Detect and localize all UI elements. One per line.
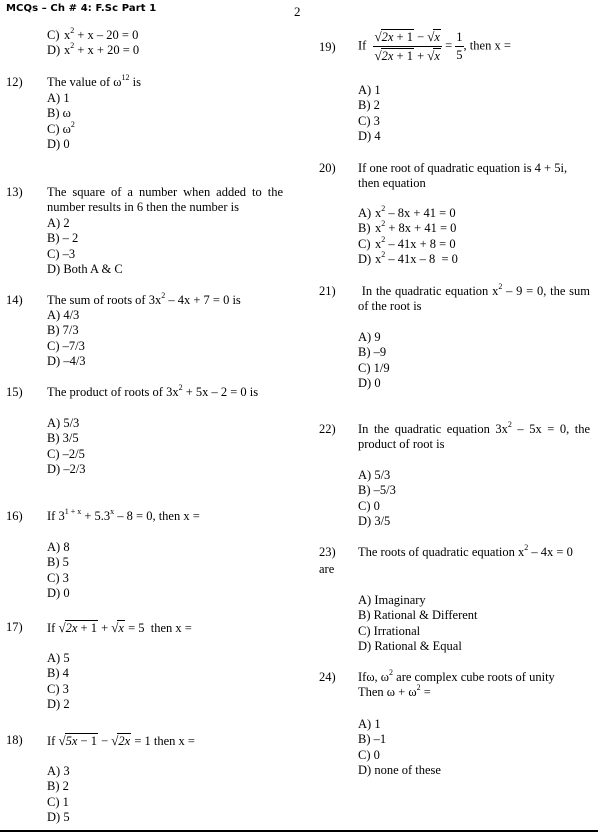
option-a: A) 1 xyxy=(358,83,381,97)
question-number: 19) xyxy=(319,40,336,54)
option-a: A) 1 xyxy=(358,717,381,731)
option-b: B) –9 xyxy=(358,345,387,360)
option-b: B) –5/3 xyxy=(358,483,396,498)
option-c: C) 0 xyxy=(358,747,380,762)
question-stem: In the quadratic equation $3x^2 - 5x = 0$, the product of root is xyxy=(358,420,590,451)
option-b: B) 3/5 xyxy=(47,431,79,446)
option-a: A) 5/3 xyxy=(358,468,391,482)
option-c: C) $x^2 - 41x + 8 = 0$ xyxy=(358,234,456,251)
option-d: D) Both A & C xyxy=(47,261,123,276)
option-d: D) none of these xyxy=(358,762,441,777)
option-b: B) – 2 xyxy=(47,231,79,246)
question-stem: The square of a number when added to the number results in 6 then the number is xyxy=(47,185,283,214)
option-d: D) 5 xyxy=(47,809,70,824)
page-number: 2 xyxy=(294,4,301,19)
document-header: MCQs – Ch # 4: F.Sc Part 1 xyxy=(6,3,157,14)
question-stem: If $\frac{√2x + 1 - √x}{√2x + 1 + √x}$ = $\frac{1}{5}$ , then x = xyxy=(358,29,511,63)
question-stem: Ifω, $\omega^2$ are complex cube roots of unity Then $\omega + \omega^2$ = xyxy=(358,668,555,699)
option-d: D) $x^2 - 41x - 8 = 0$ xyxy=(358,249,458,266)
question-stem: The product of roots of $3x^2 + 5x - 2 = 0$ is xyxy=(47,383,259,399)
option-c: C) –7/3 xyxy=(47,338,85,353)
option-c: C) 0 xyxy=(358,498,380,513)
question-stem-continuation: are xyxy=(319,562,335,576)
option-c: C) 1/9 xyxy=(358,360,390,375)
option-d: D) 0 xyxy=(47,585,70,600)
option-c: C) –3 xyxy=(47,246,76,261)
question-number: 23) xyxy=(319,545,336,559)
option-d: D) –4/3 xyxy=(47,353,86,368)
option-c: C) 3 xyxy=(47,681,69,696)
question-stem: The sum of roots of $3x^2 - 4x + 7 = 0$ is xyxy=(47,291,241,307)
option-b: B) 4 xyxy=(47,666,69,681)
option-c: C) $\omega^2$ xyxy=(47,119,75,136)
question-stem: If √2x + 1 + √x = 5 then x = xyxy=(47,620,192,635)
question-stem: The roots of quadratic equation $x^2 - 4x = 0$ xyxy=(358,543,573,559)
option-d: D) 4 xyxy=(358,128,381,143)
option-c: C) 3 xyxy=(47,570,69,585)
option-a: A) $x^2 - 8x + 41 = 0$ xyxy=(358,204,456,220)
option-a: A) 5 xyxy=(47,651,70,665)
question-number: 13) xyxy=(6,185,23,199)
option-d: D) 0 xyxy=(358,375,381,390)
option-b: B) 7/3 xyxy=(47,323,79,338)
option-a: A) 3 xyxy=(47,764,70,778)
option-b: B) 5 xyxy=(47,555,69,570)
option-a: A) 5/3 xyxy=(47,416,80,430)
question-number: 14) xyxy=(6,293,23,307)
option-d: D) $x^2 + x + 20 = 0$ xyxy=(47,41,140,58)
option-c: C) 1 xyxy=(47,794,69,809)
option-b: B) –1 xyxy=(358,732,387,747)
question-number: 21) xyxy=(319,284,336,298)
option-c: C) 3 xyxy=(358,113,380,128)
question-stem: In the quadratic equation $x^2 - 9 = 0$, the sum of the root is xyxy=(358,282,590,313)
option-c: C) –2/5 xyxy=(47,446,85,461)
option-b: B) $x^2 + 8x + 41 = 0$ xyxy=(358,219,457,236)
question-number: 18) xyxy=(6,733,23,747)
option-c: C) Irrational xyxy=(358,623,421,638)
option-d: D) 2 xyxy=(47,696,70,711)
option-a: A) Imaginary xyxy=(358,593,426,607)
question-number: 22) xyxy=(319,422,336,436)
option-d: D) –2/3 xyxy=(47,461,86,476)
question-stem: If $3^{1 + x} + 5.3^x - 8 = 0$, then x = xyxy=(47,507,200,523)
option-a: A) 1 xyxy=(47,91,70,105)
question-number: 20) xyxy=(319,161,336,175)
option-b: B) 2 xyxy=(358,98,380,113)
option-b: B) 2 xyxy=(47,779,69,794)
option-a: A) 9 xyxy=(358,330,381,344)
question-number: 15) xyxy=(6,385,23,399)
question-stem: If one root of quadratic equation is 4 + 5i, then equation xyxy=(358,161,568,190)
option-d: D) 3/5 xyxy=(358,513,391,528)
option-b: B) Rational & Different xyxy=(358,608,478,623)
option-a: A) 8 xyxy=(47,540,70,554)
option-b: B) ω xyxy=(47,106,71,121)
question-number: 17) xyxy=(6,620,23,634)
option-d: D) 0 xyxy=(47,136,70,151)
question-number: 12) xyxy=(6,75,23,89)
option-d: D) Rational & Equal xyxy=(358,638,462,653)
question-number: 16) xyxy=(6,509,23,523)
option-a: A) 2 xyxy=(47,216,70,230)
question-stem: If √5x − 1 − √2x = 1 then x = xyxy=(47,733,195,748)
question-stem: The value of $\omega^{12}$ is xyxy=(47,73,141,89)
option-a: A) 4/3 xyxy=(47,308,80,322)
option-c: C) $x^2 + x - 20 = 0$ xyxy=(47,26,139,42)
question-number: 24) xyxy=(319,670,336,684)
